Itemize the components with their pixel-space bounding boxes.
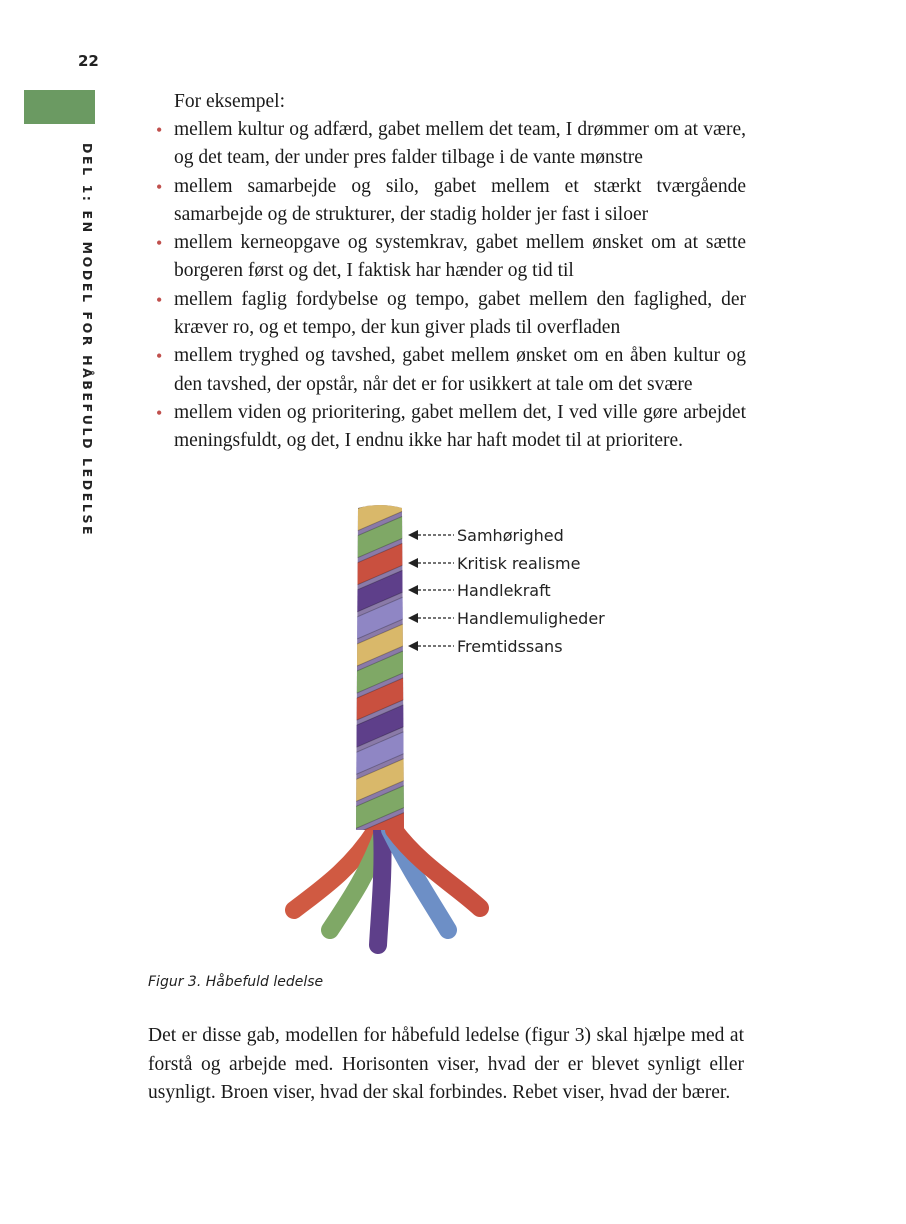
list-item	[156, 173, 746, 230]
list-item	[156, 342, 746, 399]
example-list	[156, 116, 746, 456]
rope-figure	[280, 500, 610, 960]
rope-label-text: Handlemuligheder	[457, 609, 605, 628]
label-handlemuligheder	[408, 609, 605, 628]
list-item	[156, 399, 746, 456]
arrow-left-icon	[408, 641, 418, 651]
body-paragraph: Det er disse gab, modellen for håbefuld ledelse (figur 3) skal hjælpe med at forstå og arbejde med. Horisonten viser, hvad der er blevet synligt eller usynligt. Broen viser, hvad der skal forbindes. Rebet viser, hvad der bærer.	[148, 1025, 744, 1103]
list-item-text: mellem kerneopgave og systemkrav, gabet mellem ønsket om at sætte borgeren først og det, I faktisk har hænder og tid til	[174, 232, 746, 282]
arrow-left-icon	[408, 558, 418, 568]
list-item	[156, 116, 746, 173]
arrow-left-icon	[408, 585, 418, 595]
rope-labels	[408, 526, 605, 656]
bullet-icon: •	[156, 176, 163, 197]
arrow-left-icon	[408, 613, 418, 623]
section-color-tab	[24, 90, 95, 124]
rope-label-text: Handlekraft	[457, 581, 551, 600]
bullet-icon: •	[156, 233, 163, 254]
list-item	[156, 286, 746, 343]
rope-label-text: Fremtidssans	[457, 637, 563, 656]
rope-illustration	[280, 500, 610, 960]
arrow-left-icon	[408, 530, 418, 540]
label-fremtidssans	[408, 637, 563, 656]
bullet-icon: •	[156, 289, 163, 310]
label-samhorighed	[408, 526, 564, 545]
list-item-text: mellem kultur og adfærd, gabet mellem det team, I drømmer om at være, og det team, der under pres falder tilbage i de vante mønstre	[174, 119, 746, 169]
bullet-icon: •	[156, 120, 163, 140]
list-item-text: mellem viden og prioritering, gabet mellem det, I ved ville gøre arbejdet meningsfuldt, og det, I endnu ikke har haft modet til at prioritere.	[174, 401, 746, 452]
label-kritisk-realisme	[408, 554, 580, 573]
bullet-icon: •	[156, 402, 163, 423]
list-item-text: mellem samarbejde og silo, gabet mellem et stærkt tværgående samarbejde og de strukturer, der stadig holder jer fast i siloer	[174, 175, 746, 225]
label-handlekraft	[408, 581, 551, 600]
list-item	[156, 229, 746, 286]
intro-text: For eksempel:	[174, 91, 286, 112]
section-side-label: DEL 1: EN MODEL FOR HÅBEFULD LEDELSE	[80, 143, 95, 538]
rope-label-text: Kritisk realisme	[457, 554, 581, 573]
bullet-icon: •	[156, 346, 163, 367]
rope-label-text: Samhørighed	[457, 526, 564, 545]
rope-frayed-ends	[294, 830, 480, 945]
figure-caption: Figur 3. Håbefuld ledelse	[148, 974, 324, 990]
page-number: 22	[78, 52, 99, 70]
list-item-text: mellem tryghed og tavshed, gabet mellem ønsket om en åben kultur og den tavshed, der opstår, når det er for usikkert at tale om det svære	[174, 345, 746, 395]
list-item-text: mellem faglig fordybelse og tempo, gabet mellem den faglighed, der kræver ro, og et tempo, der kun giver plads til overfladen	[174, 288, 746, 339]
